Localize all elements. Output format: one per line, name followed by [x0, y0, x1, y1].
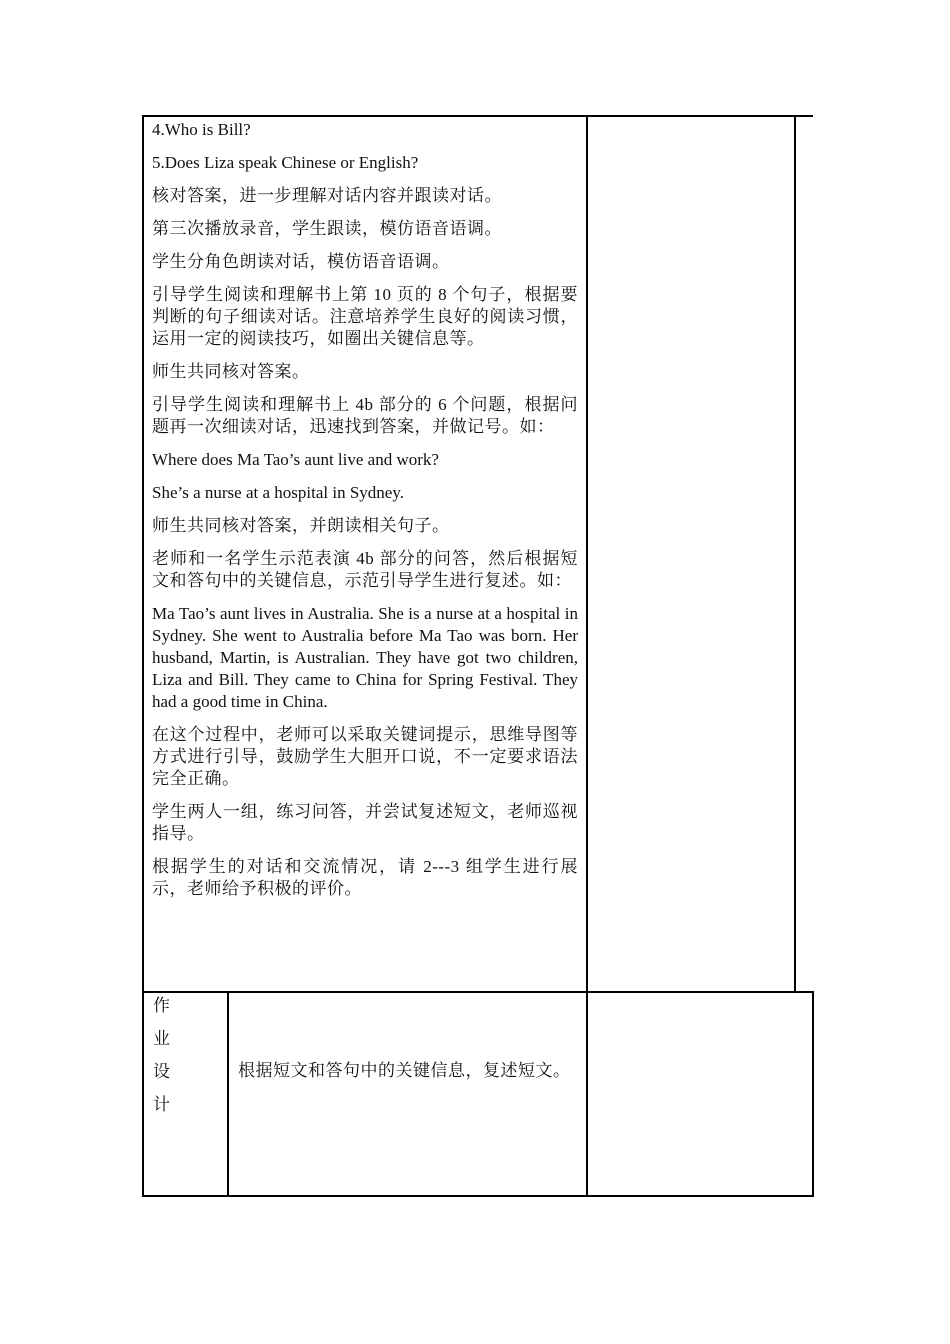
question-5: 5.Does Liza speak Chinese or English?: [152, 153, 419, 172]
homework-content-cell: [238, 1060, 578, 1093]
homework-label-char: 业: [153, 1029, 170, 1048]
homework-content: 根据短文和答句中的关键信息，复述短文。: [238, 1061, 571, 1080]
homework-label-char: 作: [153, 996, 170, 1015]
column-divider-right-upper: [794, 115, 796, 993]
procedure-step: 师生共同核对答案。: [152, 362, 310, 381]
procedure-step: 在这个过程中，老师可以采取关键词提示，思维导图等方式进行引导，鼓励学生大胆开口说，不一定要求语法完全正确。: [152, 725, 578, 788]
procedure-step: 引导学生阅读和理解书上第 10 页的 8 个句子，根据要判断的句子细读对话。注意培养学生良好的阅读习惯，运用一定的阅读技巧，如圈出关键信息等。: [152, 285, 578, 348]
row-divider-homework: [142, 991, 814, 993]
retell-passage: Ma Tao’s aunt lives in Australia. She is a nurse at a hospital in Sydney. She went to Australia before Ma Tao was born. Her husband, Martin, is Australian. They have got two children, Liza and Bill. They came to China for Spring Festival. They had a good time in China.: [152, 604, 578, 711]
table-right-border-lower: [812, 991, 814, 1197]
procedure-step: 学生分角色朗读对话，模仿语音语调。: [152, 252, 450, 271]
procedure-step: 核对答案，进一步理解对话内容并跟读对话。: [152, 186, 502, 205]
question-4: 4.Who is Bill?: [152, 120, 251, 139]
table-bottom-border: [142, 1195, 814, 1197]
homework-label-char: 设: [153, 1062, 170, 1081]
column-divider-main: [586, 115, 588, 1197]
column-divider-label: [227, 991, 229, 1197]
example-question: Where does Ma Tao’s aunt live and work?: [152, 450, 439, 469]
example-answer: She’s a nurse at a hospital in Sydney.: [152, 483, 404, 502]
procedure-cell: [152, 119, 578, 911]
table-left-border: [142, 115, 144, 1197]
homework-label-char: 计: [153, 1095, 170, 1114]
procedure-step: 老师和一名学生示范表演 4b 部分的问答，然后根据短文和答句中的关键信息，示范引导学生进行复述。如：: [152, 549, 578, 590]
table-top-border: [142, 115, 813, 117]
procedure-step: 根据学生的对话和交流情况，请 2---3 组学生进行展示，老师给予积极的评价。: [152, 857, 578, 898]
procedure-step: 师生共同核对答案，并朗读相关句子。: [152, 516, 450, 535]
procedure-step: 学生两人一组，练习问答，并尝试复述短文，老师巡视指导。: [152, 802, 578, 843]
procedure-step: 第三次播放录音，学生跟读，模仿语音语调。: [152, 219, 502, 238]
procedure-step: 引导学生阅读和理解书上 4b 部分的 6 个问题，根据问题再一次细读对话，迅速找到答案，并做记号。如：: [152, 395, 578, 436]
